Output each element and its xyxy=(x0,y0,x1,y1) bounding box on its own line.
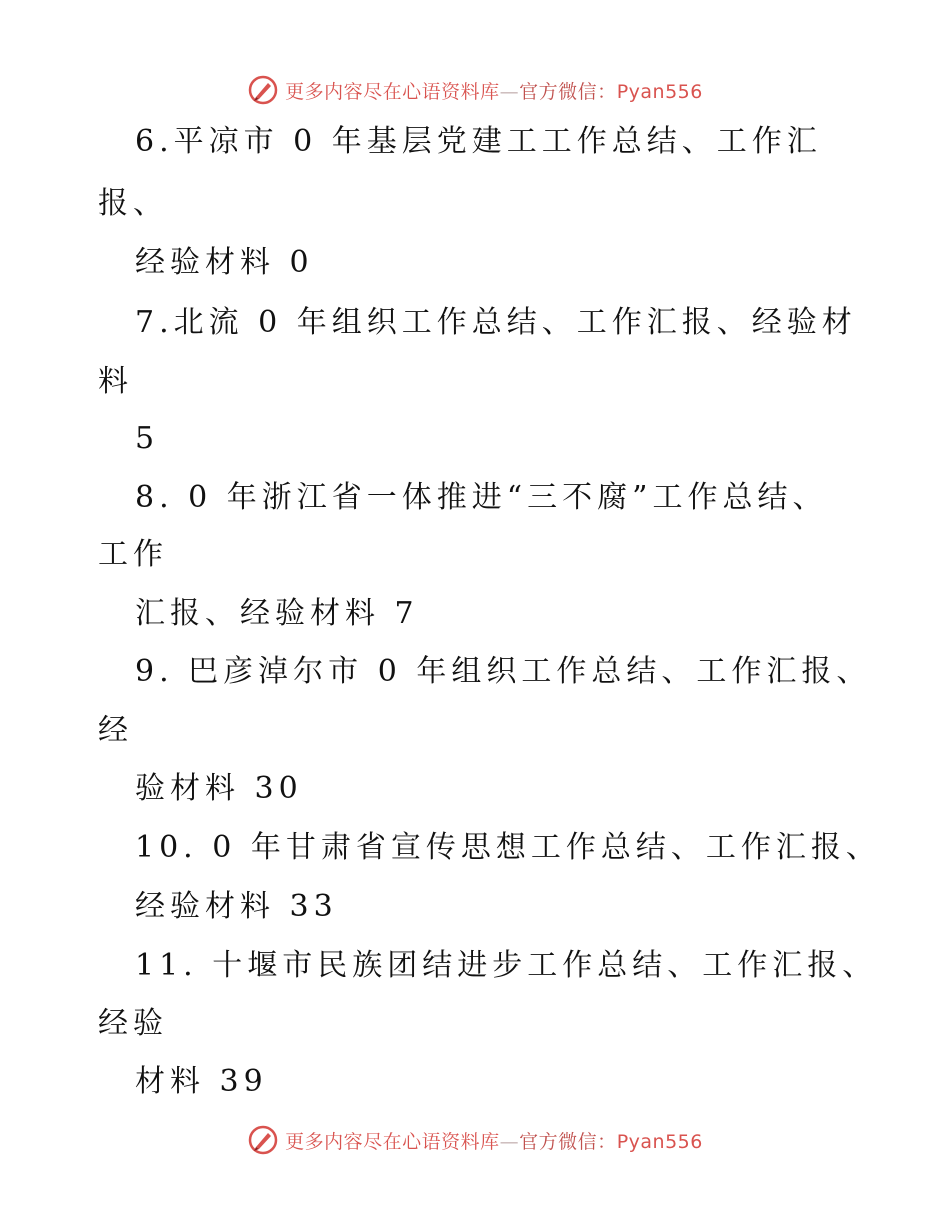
toc-line: 经验材料 33 xyxy=(135,889,338,924)
toc-line: 汇报、经验材料 7 xyxy=(135,596,419,631)
toc-line: 8. 0 年浙江省一体推进“三不腐”工作总结、 xyxy=(135,480,828,515)
toc-line: 材料 39 xyxy=(135,1064,268,1099)
toc-line: 报、 xyxy=(98,186,168,221)
toc-line: 9. 巴彦淖尔市 0 年组织工作总结、工作汇报、 xyxy=(135,654,872,689)
toc-line: 6.平凉市 0 年基层党建工工作总结、工作汇 xyxy=(135,124,822,159)
header-watermark xyxy=(0,70,950,110)
toc-line: 经验 xyxy=(98,1006,168,1041)
toc-line: 5 xyxy=(135,421,160,456)
toc-line: 经 xyxy=(98,713,133,748)
toc-line: 7.北流 0 年组织工作总结、工作汇报、经验材 xyxy=(135,305,857,340)
toc-line: 11. 十堰市民族团结进步工作总结、工作汇报、 xyxy=(135,948,878,983)
toc-line: 工作 xyxy=(98,537,168,572)
toc-line: 10. 0 年甘肃省宣传思想工作总结、工作汇报、 xyxy=(135,830,881,865)
footer-watermark-text: 更多内容尽在心语资料库—官方微信：Pyan556 xyxy=(285,1130,703,1153)
pen-logo-icon xyxy=(247,1124,279,1156)
toc-line: 经验材料 0 xyxy=(135,245,314,280)
header-watermark-text: 更多内容尽在心语资料库—官方微信：Pyan556 xyxy=(285,80,703,103)
footer-watermark xyxy=(0,1120,950,1160)
pen-logo-icon xyxy=(247,74,279,106)
toc-line: 料 xyxy=(98,364,133,399)
toc-line: 验材料 30 xyxy=(135,771,303,806)
